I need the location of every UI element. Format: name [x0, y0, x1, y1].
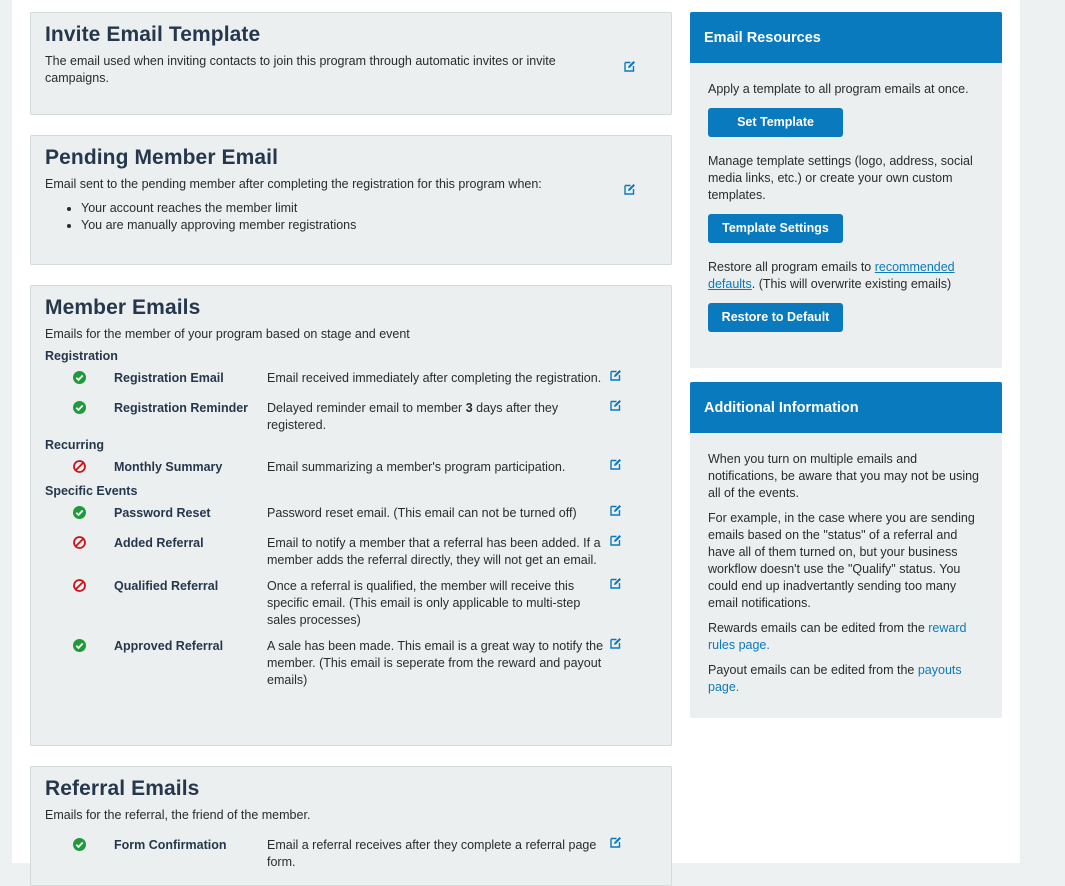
email-name: Monthly Summary — [114, 460, 223, 474]
pending-conditions-list — [45, 200, 657, 234]
email-row-monthly-summary[interactable] — [45, 456, 657, 484]
edit-icon[interactable] — [610, 535, 621, 546]
email-desc: Email to notify a member that a referral has been added. If a member adds the referral directly, they will not get an email. — [267, 536, 601, 567]
info-paragraph: When you turn on multiple emails and notifications, be aware that you may not be using all of the events. — [708, 452, 979, 500]
email-name: Approved Referral — [114, 639, 224, 653]
list-item: • Your account reaches the member limit — [81, 200, 657, 217]
email-desc: Password reset email. (This email can not be turned off) — [267, 506, 577, 520]
edit-icon[interactable] — [610, 370, 621, 381]
check-circle-icon[interactable] — [73, 639, 86, 652]
member-emails-panel — [30, 285, 672, 746]
edit-icon[interactable] — [610, 837, 621, 848]
blocked-circle-icon[interactable] — [73, 460, 86, 473]
additional-information-panel — [690, 382, 1002, 718]
email-row-registration-reminder[interactable] — [45, 397, 657, 438]
email-name: Registration Email — [114, 371, 224, 385]
recommended-defaults-link[interactable]: recommended defaults — [708, 260, 955, 291]
email-name: Registration Reminder — [114, 401, 249, 415]
email-row-added-referral[interactable] — [45, 532, 657, 575]
edit-icon[interactable] — [610, 578, 621, 589]
email-row-form-confirmation[interactable] — [45, 834, 657, 874]
email-desc: Email a referral receives after they complete a referral page form. — [267, 838, 597, 869]
email-name: Password Reset — [114, 506, 211, 520]
email-desc: Once a referral is qualified, the member will receive this specific email. (This email is only applicable to multi-step sales processes) — [267, 579, 581, 627]
edit-icon[interactable] — [610, 400, 621, 411]
template-settings-button[interactable]: Template Settings — [708, 214, 843, 243]
check-circle-icon[interactable] — [73, 401, 86, 414]
member-emails-title: Member Emails — [45, 296, 201, 319]
group-title-specific-events: Specific Events — [45, 484, 138, 498]
set-template-button[interactable]: Set Template — [708, 108, 843, 137]
apply-template-text: Apply a template to all program emails at once. — [708, 82, 969, 96]
check-circle-icon[interactable] — [73, 506, 86, 519]
reward-rules-link[interactable]: reward rules page. — [708, 621, 967, 652]
manage-template-text: Manage template settings (logo, address, social media links, etc.) or create your own custom templates. — [708, 154, 973, 202]
pending-member-email-panel — [30, 135, 672, 265]
payouts-link[interactable]: payouts page. — [708, 663, 962, 694]
referral-emails-panel — [30, 766, 672, 886]
blocked-circle-icon[interactable] — [73, 579, 86, 592]
additional-information-title: Additional Information — [690, 382, 1002, 433]
pending-email-desc: Email sent to the pending member after completing the registration for this program when: — [45, 177, 542, 191]
check-circle-icon[interactable] — [73, 371, 86, 384]
email-row-approved-referral[interactable] — [45, 635, 657, 691]
member-emails-desc: Emails for the member of your program based on stage and event — [45, 327, 410, 341]
email-name: Added Referral — [114, 536, 204, 550]
info-paragraph: For example, in the case where you are sending emails based on the "status" of a referral and have all of them turned on, but your business workflow doesn't use the "Qualify" status. You could end up inadvertantly sending too many email notifications. — [708, 511, 975, 610]
email-resources-title: Email Resources — [690, 12, 1002, 63]
restore-to-default-button[interactable]: Restore to Default — [708, 303, 843, 332]
info-paragraph: Rewards emails can be edited from the reward rules page. — [708, 621, 967, 652]
edit-icon[interactable] — [624, 61, 635, 72]
email-desc: Email received immediately after completing the registration. — [267, 371, 602, 385]
email-row-registration-email[interactable] — [45, 367, 657, 397]
referral-emails-desc: Emails for the referral, the friend of the member. — [45, 808, 311, 822]
email-desc: Delayed reminder email to member 3 days after they registered. — [267, 401, 559, 432]
edit-icon[interactable] — [610, 638, 621, 649]
email-name: Form Confirmation — [114, 838, 227, 852]
group-title-recurring: Recurring — [45, 438, 105, 452]
email-resources-panel — [690, 12, 1002, 368]
group-title-registration: Registration — [45, 349, 118, 363]
email-row-qualified-referral[interactable] — [45, 575, 657, 635]
pending-email-title: Pending Member Email — [45, 146, 279, 169]
blocked-circle-icon[interactable] — [73, 536, 86, 549]
list-item: • You are manually approving member registrations — [81, 217, 657, 234]
edit-icon[interactable] — [610, 505, 621, 516]
email-templates-column — [30, 12, 672, 886]
email-name: Qualified Referral — [114, 579, 219, 593]
email-desc: A sale has been made. This email is a great way to notify the member. (This email is seperate from the reward and payout emails) — [267, 639, 604, 687]
invite-email-title: Invite Email Template — [45, 23, 261, 46]
edit-icon[interactable] — [610, 459, 621, 470]
restore-text: Restore all program emails to recommended defaults. (This will overwrite existing emails) — [708, 260, 955, 291]
edit-icon[interactable] — [624, 184, 635, 195]
email-desc: Email summarizing a member's program participation. — [267, 460, 566, 474]
check-circle-icon[interactable] — [73, 838, 86, 851]
email-row-password-reset[interactable] — [45, 502, 657, 532]
sidebar-column — [690, 12, 1002, 732]
invite-email-panel — [30, 12, 672, 115]
invite-email-desc: The email used when inviting contacts to join this program through automatic invites or invite campaigns. — [45, 54, 556, 85]
referral-emails-title: Referral Emails — [45, 777, 200, 800]
info-paragraph: Payout emails can be edited from the payouts page. — [708, 663, 962, 694]
